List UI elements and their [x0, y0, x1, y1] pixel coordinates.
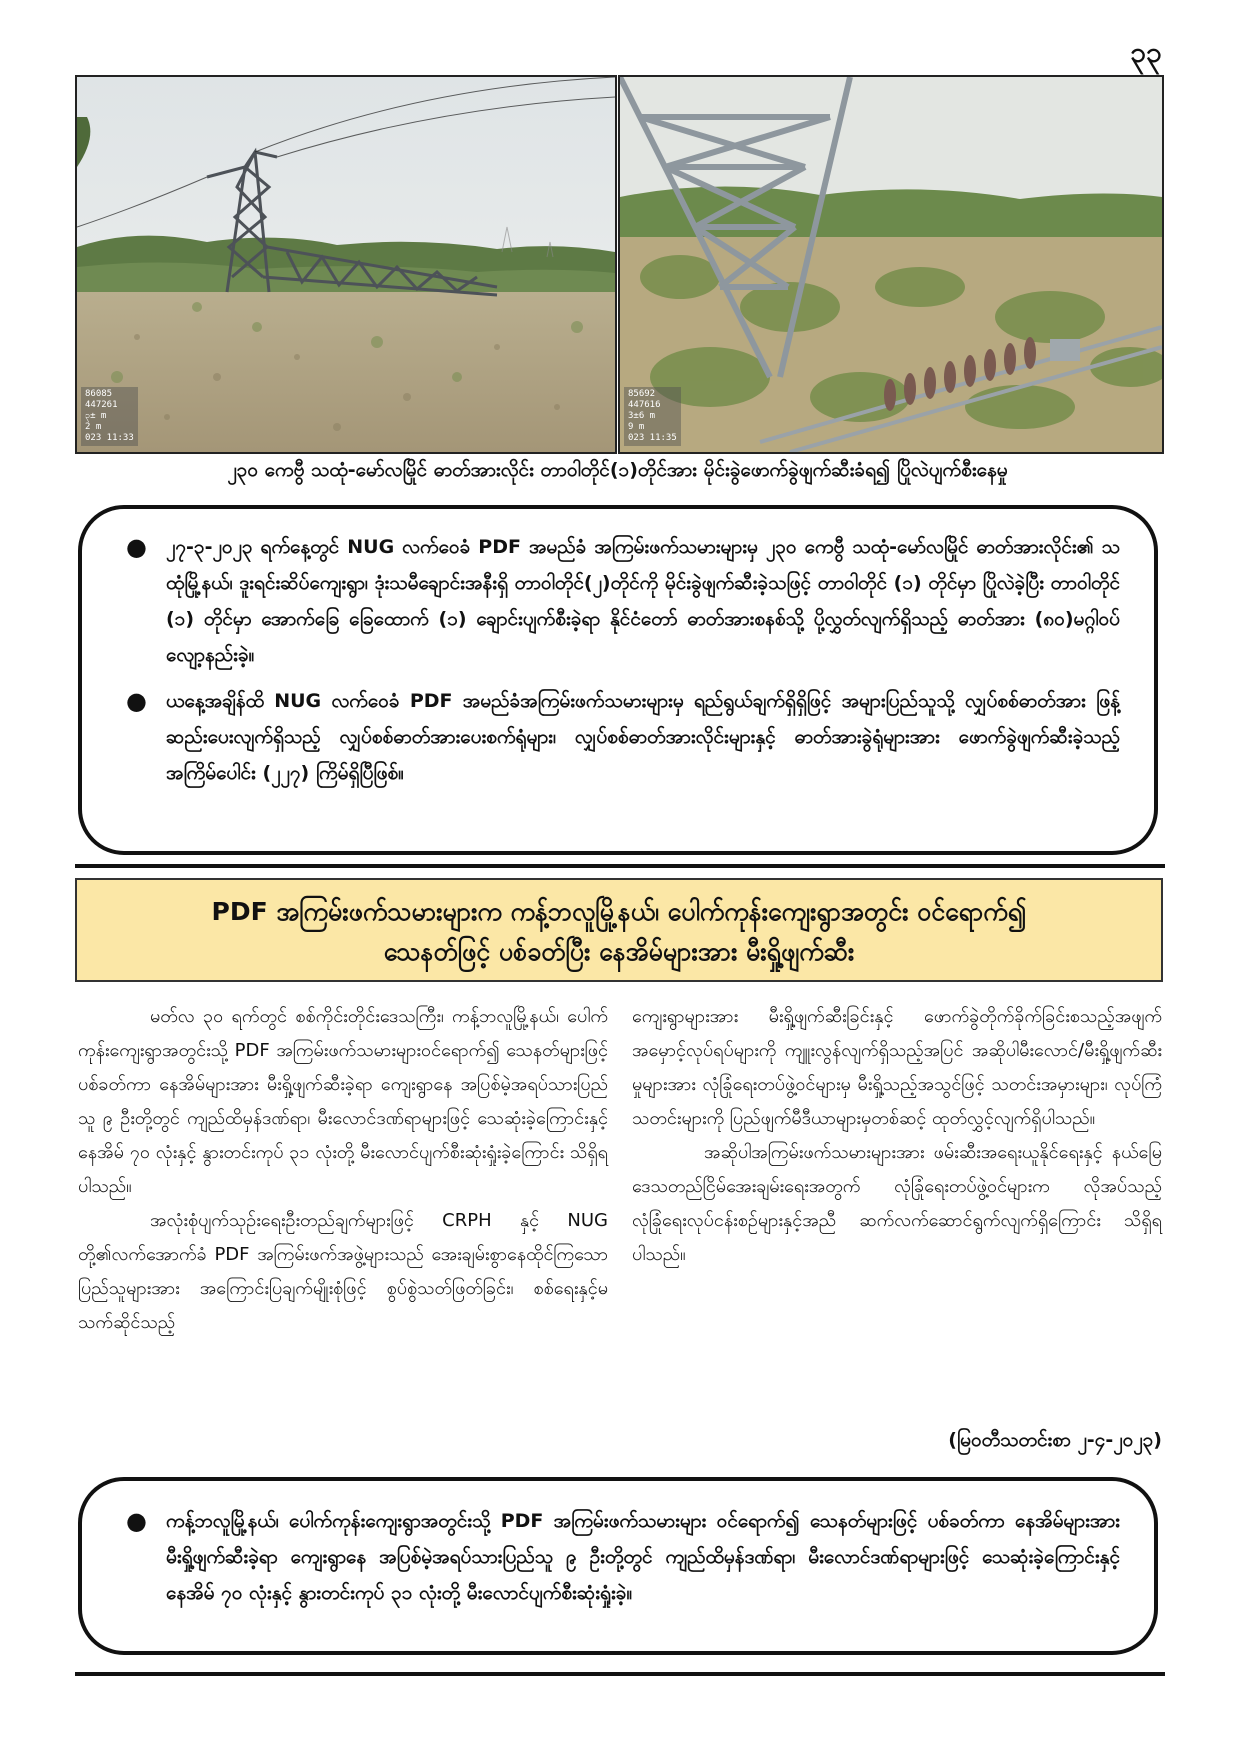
- article-paragraph: အဆိုပါအကြမ်းဖက်သမားများအား ဖမ်းဆီးအရေးယူနိုင်ရေးနှင့် နယ်မြေဒေသတည်ငြိမ်အေးချမ်းရေးအတွက် လုံခြုံရေးတပ်ဖွဲ့ဝင်များက လိုအပ်သည့် လုံခြုံရေးလုပ်ငန်းစဉ်များနှင့်အညီ ဆက်လက်ဆောင်ရွက်လျက်ရှိကြောင်း သိရှိရပါသည်။: [632, 1142, 1162, 1265]
- photo-collapsed-tower: [75, 75, 617, 454]
- collapsed-tower-image: [77, 77, 615, 452]
- summary-box-village-attack: [78, 1477, 1158, 1655]
- summary-box-power-lines: [78, 505, 1158, 855]
- article-column-left: [78, 1000, 608, 1340]
- bullet-text: ယနေ့အချိန်ထိ NUG လက်ဝေခံ PDF အမည်ခံအကြမ်းဖက်သမားများမှ ရည်ရွယ်ချက်ရှိရှိဖြင့် အများပြည်သူသို့ လျှပ်စစ်ဓာတ်အား ဖြန့်ဆည်းပေးလျက်ရှိသည့် လျှပ်စစ်ဓာတ်အားပေးစက်ရုံများ၊ လျှပ်စစ်ဓာတ်အားလိုင်းများနှင့် ဓာတ်အားခွဲရုံများအား ဖောက်ခွဲဖျက်ဆီးခဲ့သည့် အကြိမ်ပေါင်း (၂၂၇) ကြိမ်ရှိပြီဖြစ်။: [166, 690, 1120, 784]
- article-paragraph: မတ်လ ၃၀ ရက်တွင် စစ်ကိုင်းတိုင်းဒေသကြီး၊ ကန့်ဘလူမြို့နယ်၊ ပေါက်ကုန်းကျေးရွာအတွင်းသို့ PDF အကြမ်းဖက်သမားများဝင်ရောက်၍ သေနတ်များဖြင့် ပစ်ခတ်ကာ နေအိမ်များအား မီးရှို့ဖျက်ဆီးခဲ့ရာ ကျေးရွာနေ အပြစ်မဲ့အရပ်သားပြည်သူ ၉ ဦးတို့တွင် ကျည်ထိမှန်ဒဏ်ရာ၊ မီးလောင်ဒဏ်ရာများဖြင့် သေဆုံးခဲ့ကြောင်းနှင့် နေအိမ် ၇၀ လုံးနှင့် နွားတင်းကုပ် ၃၁ လုံးတို့ မီးလောင်ပျက်စီးဆုံးရှုံးခဲ့ကြောင်း သိရှိရပါသည်။: [78, 1006, 608, 1197]
- article-source: (မြဝတီသတင်းစာ ၂-၄-၂၀၂၃): [948, 1429, 1162, 1451]
- article-paragraph: အလုံးစုံပျက်သုဉ်းရေးဦးတည်ချက်များဖြင့် CRPH နှင့် NUG တို့၏လက်အောက်ခံ PDF အကြမ်းဖက်အဖွဲ့များသည် အေးချမ်းစွာနေထိုင်ကြသော ပြည်သူများအား အကြောင်းပြချက်မျိုးစုံဖြင့် စွပ်စွဲသတ်ဖြတ်ခြင်း၊ စစ်ရေးနှင့်မသက်ဆိုင်သည့်: [78, 1210, 608, 1333]
- article-paragraph: ကျေးရွာများအား မီးရှို့ဖျက်ဆီးခြင်းနှင့် ဖောက်ခွဲတိုက်ခိုက်ခြင်းစသည့်အဖျက်အမှောင့်လုပ်ရပ်များကို ကျူးလွန်လျက်ရှိသည့်အပြင် အဆိုပါမီးလောင်/မီးရှို့ဖျက်ဆီးမှုများအား လုံခြုံရေးတပ်ဖွဲ့ဝင်များမှ မီးရှို့သည့်အသွင်ဖြင့် သတင်းအမှားများ၊ လုပ်ကြံသတင်းများကို ပြည်ဖျက်မီဒီယာများမှတစ်ဆင့် ထုတ်လွှင့်လျက်ရှိပါသည်။: [632, 1006, 1162, 1129]
- page-number: ၃၃: [1130, 36, 1162, 69]
- photo-caption: ၂၃၀ ကေဗွီ သထုံ-မော်လမြိုင် ဓာတ်အားလိုင်း တာဝါတိုင်(၁)တိုင်အား မိုင်းခွဲဖောက်ခွဲဖျက်ဆီးခံရ၍ ပြိုလဲပျက်စီးနေမှု: [227, 459, 1008, 481]
- article-column-right: [632, 1000, 1162, 1272]
- summary-bullet: [126, 683, 1120, 791]
- bullet-text: ၂၇-၃-၂၀၂၃ ရက်နေ့တွင် NUG လက်ဝေခံ PDF အမည်ခံ အကြမ်းဖက်သမားများမှ ၂၃၀ ကေဗွီ သထုံ-မော်လမြိုင် ဓာတ်အားလိုင်း၏ သထုံမြို့နယ်၊ ဒူးရင်းဆိပ်ကျေးရွာ၊ ဒုံးသမီချောင်းအနီးရှိ တာဝါတိုင်(၂)တိုင်ကို မိုင်းခွဲဖျက်ဆီးခဲ့သဖြင့် တာဝါတိုင် (၁) တိုင်မှာ ပြိုလဲခဲ့ပြီး တာဝါတိုင် (၁) တိုင်မှာ အောက်ခြေ ခြေထောက် (၁) ချောင်းပျက်စီးခဲ့ရာ နိုင်ငံတော် ဓာတ်အားစနစ်သို့ ပို့လွှတ်လျက်ရှိသည့် ဓာတ်အား (၈၀)မဂ္ဂါဝပ် လျော့နည်းခဲ့။: [166, 536, 1120, 666]
- gps-stamp-right: 85692 447616 3±6 m 9 m 023 11:35: [624, 387, 681, 446]
- article-headline: [75, 878, 1163, 982]
- photo-damaged-tower-base: [618, 75, 1164, 454]
- headline-line-2: သေနတ်ဖြင့် ပစ်ခတ်ပြီး နေအိမ်များအား မီးရှို့ဖျက်ဆီး: [383, 937, 855, 966]
- divider-rule: [75, 864, 1165, 868]
- bullet-icon: ●: [126, 1507, 147, 1535]
- headline-line-1: PDF အကြမ်းဖက်သမားများက ကန့်ဘလူမြို့နယ်၊ ပေါက်ကုန်းကျေးရွာအတွင်း ဝင်ရောက်၍: [211, 897, 1027, 926]
- gps-stamp-left: 86085 447261 ၃± m 2 m 023 11:33: [81, 387, 138, 446]
- summary-bullet: [126, 1503, 1120, 1611]
- bullet-icon: ●: [126, 533, 147, 561]
- divider-rule: [75, 1672, 1165, 1676]
- bullet-icon: ●: [126, 687, 147, 715]
- bullet-text: ကန့်ဘလူမြို့နယ်၊ ပေါက်ကုန်းကျေးရွာအတွင်းသို့ PDF အကြမ်းဖက်သမားများ ဝင်ရောက်၍ သေနတ်များဖြင့် ပစ်ခတ်ကာ နေအိမ်များအား မီးရှို့ဖျက်ဆီးခဲ့ရာ ကျေးရွာနေ အပြစ်မဲ့အရပ်သားပြည်သူ ၉ ဦးတို့တွင် ကျည်ထိမှန်ဒဏ်ရာ၊ မီးလောင်ဒဏ်ရာများဖြင့် သေဆုံးခဲ့ကြောင်းနှင့် နေအိမ် ၇၀ လုံးနှင့် နွားတင်းကုပ် ၃၁ လုံးတို့ မီးလောင်ပျက်စီးဆုံးရှုံးခဲ့။: [166, 1510, 1120, 1604]
- summary-bullet: [126, 529, 1120, 673]
- damaged-tower-base-image: [620, 77, 1162, 452]
